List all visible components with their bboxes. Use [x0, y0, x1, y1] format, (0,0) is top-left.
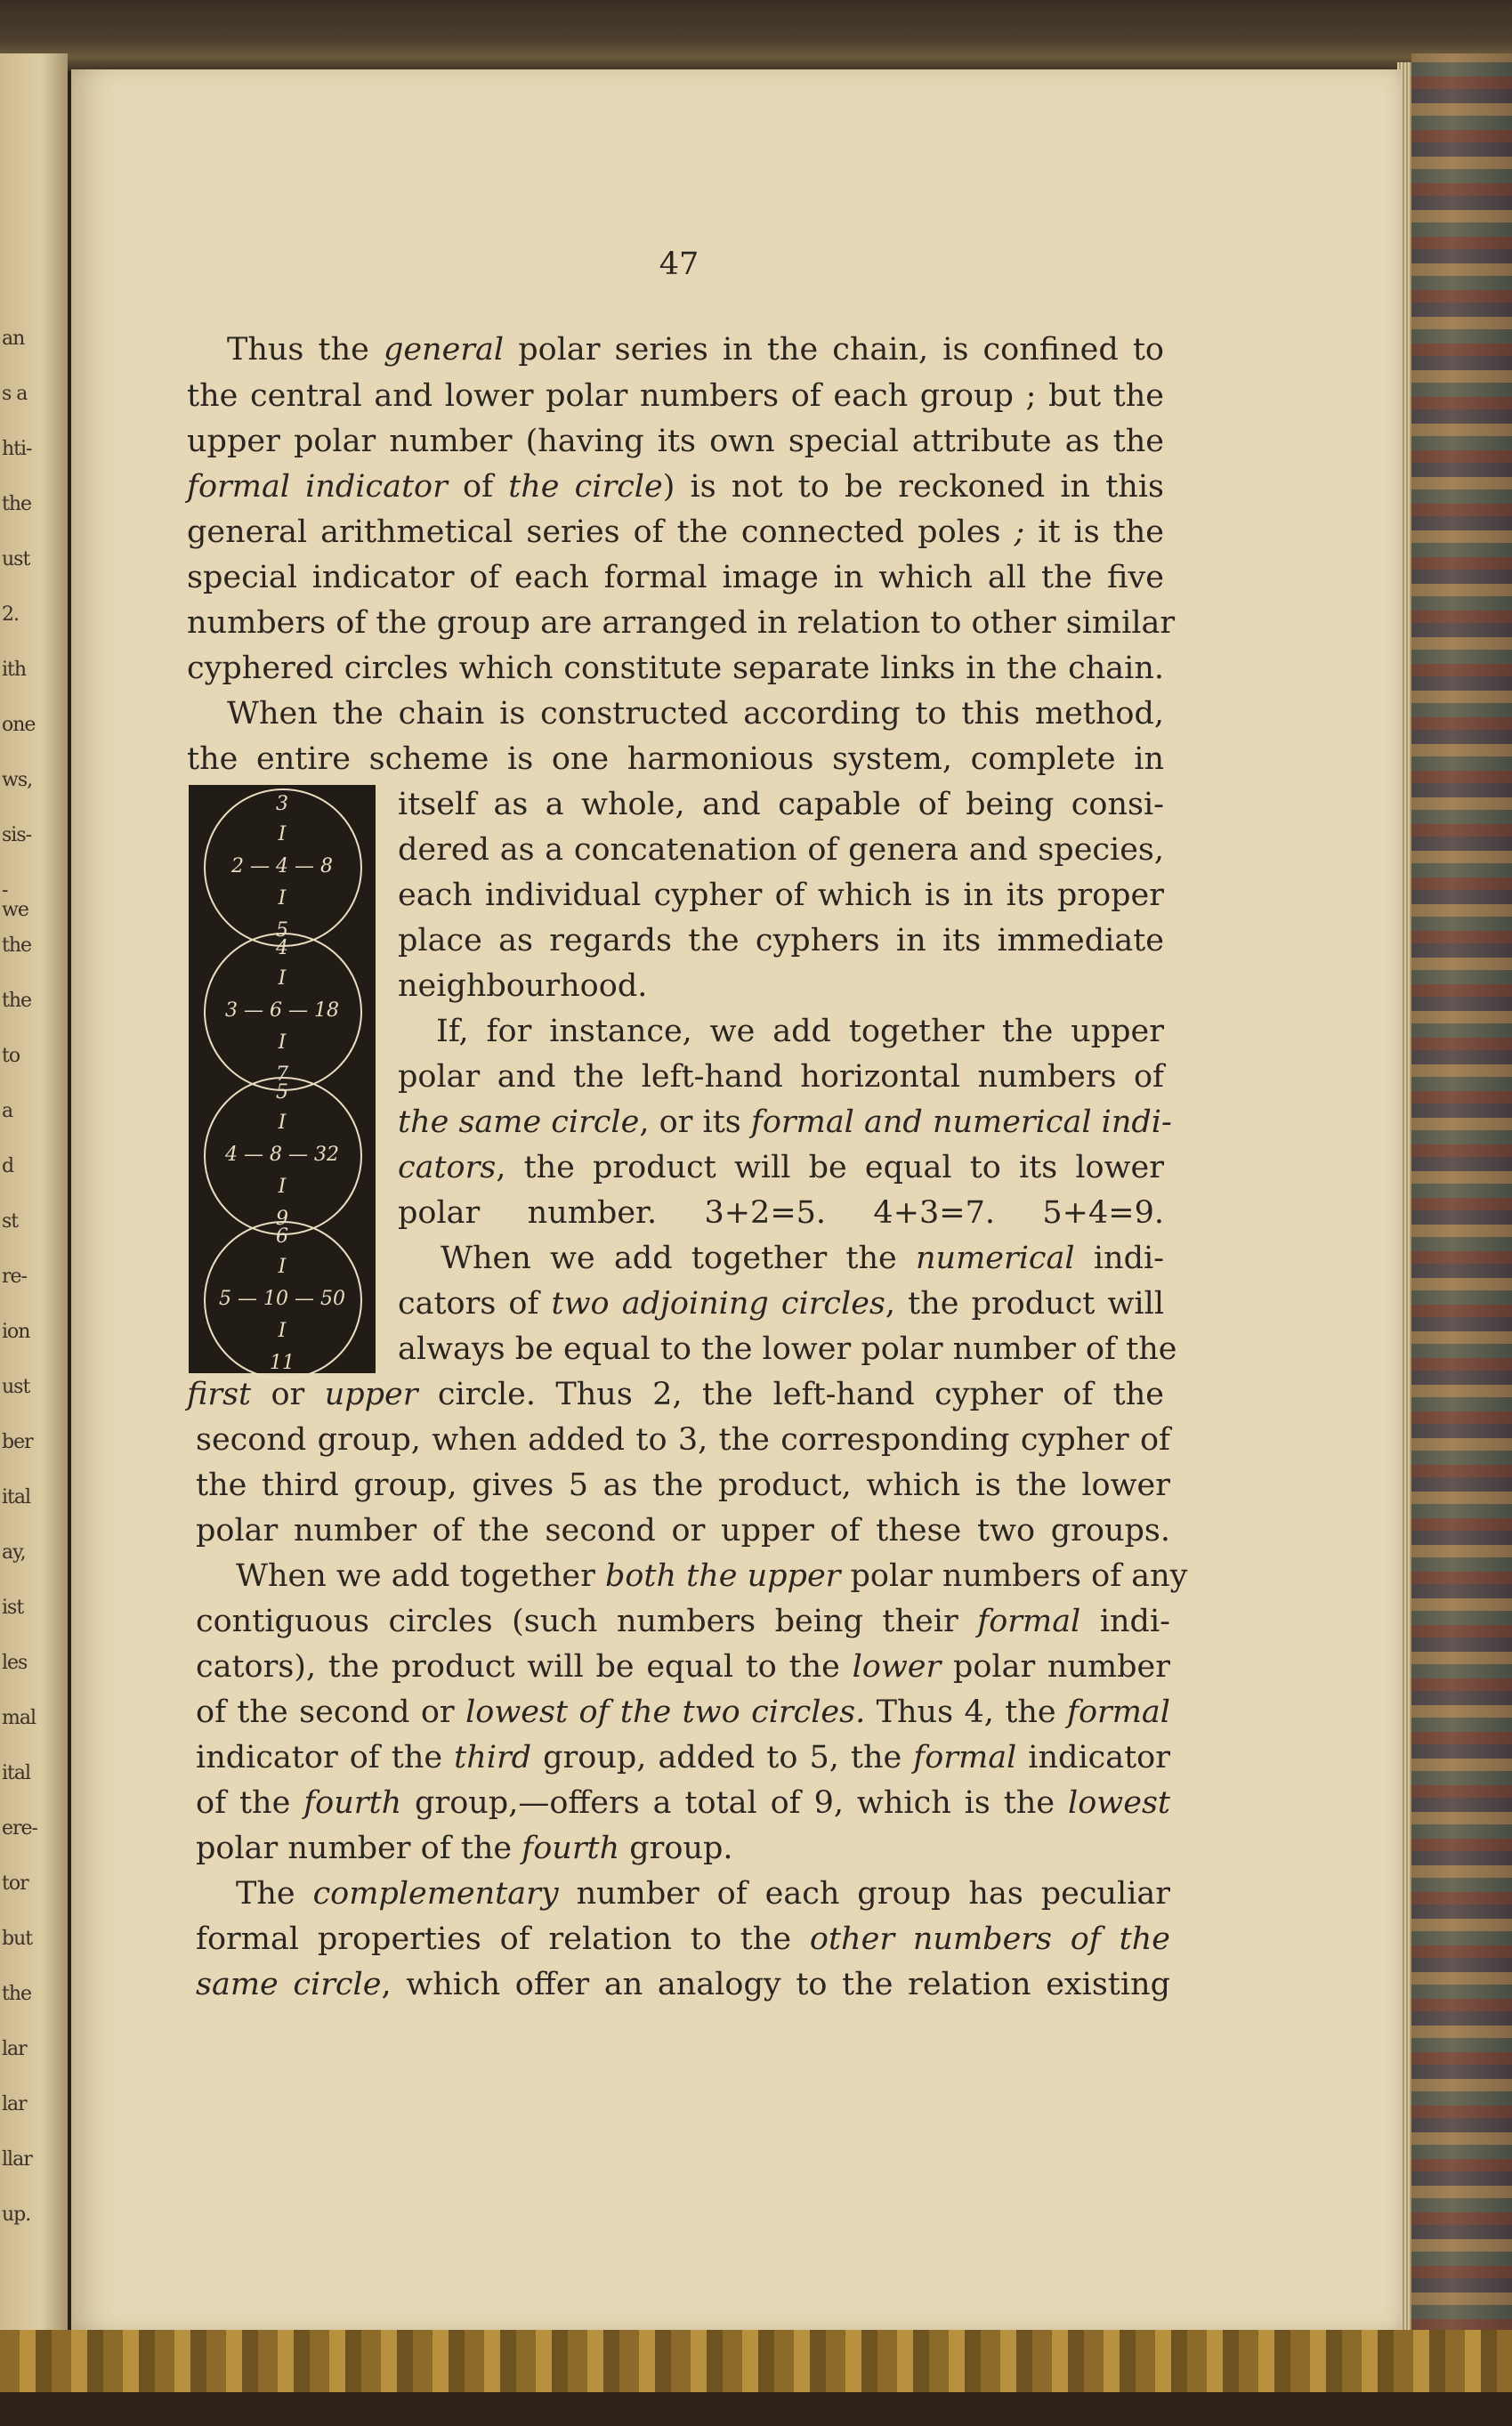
text-line: [187, 376, 1164, 416]
facing-page-fragment: ital: [2, 1486, 31, 1508]
circle-label-middle: 5 — 10 — 50: [219, 1288, 345, 1310]
facing-page-fragment: ust: [2, 1376, 30, 1398]
italic-text: first: [187, 1377, 252, 1412]
book-top-edge: [0, 0, 1512, 71]
text-run: cators of: [398, 1286, 552, 1322]
text-line: [196, 1693, 1170, 1732]
text-run: or: [251, 1377, 325, 1412]
text-run: always be equal to the lower polar number of the: [398, 1331, 1177, 1367]
italic-text: formal: [1066, 1694, 1170, 1730]
text-run: of the second or: [196, 1694, 466, 1730]
marbled-endpaper: [1411, 53, 1512, 2332]
italic-text: formal and numerical indi-: [750, 1104, 1172, 1140]
circle-label-bar2: I: [278, 1031, 287, 1054]
text-line: [441, 1239, 1164, 1278]
circle-label-bottom: 5: [276, 919, 288, 942]
text-run: indi-: [1080, 1604, 1170, 1639]
text-run: polar and the left-hand horizontal numbers of: [398, 1059, 1164, 1095]
italic-text: ;: [1014, 514, 1025, 550]
text-run: polar series in the chain, is confined to: [504, 332, 1164, 368]
text-run: cyphered circles which constitute separate links in the chain.: [187, 651, 1164, 686]
text-run: special indicator of each formal image in which all the five: [187, 560, 1164, 595]
italic-text: upper: [324, 1377, 418, 1412]
text-line: [398, 966, 700, 1006]
page-number: 47: [659, 247, 699, 282]
cyphered-circles-figure: [189, 785, 376, 1373]
italic-text: formal: [913, 1740, 1017, 1775]
text-run: it is the: [1024, 514, 1164, 550]
text-run: circle. Thus 2, the left-hand cypher of the: [417, 1377, 1165, 1412]
text-line: [196, 1511, 1170, 1550]
italic-text: complementary: [312, 1876, 559, 1912]
facing-page-fragment: ber: [2, 1431, 33, 1453]
text-line: [187, 513, 1164, 552]
text-run: polar number of the: [196, 1831, 522, 1866]
text-line: [236, 1557, 1188, 1596]
text-run: When we add together the: [441, 1241, 916, 1276]
italic-text: other numbers of the: [809, 1921, 1170, 1957]
text-line: [398, 830, 1164, 869]
facing-page-fragment: ere-: [2, 1817, 37, 1840]
text-run: If, for instance, we add together the upper: [436, 1014, 1164, 1049]
facing-page-fragment: les: [2, 1652, 28, 1674]
circle-label-top: 4: [276, 937, 288, 959]
text-run: number of each group has peculiar: [558, 1876, 1170, 1912]
text-line: [187, 603, 1176, 643]
italic-text: fourth: [522, 1831, 620, 1866]
italic-text: lowest: [1068, 1785, 1170, 1821]
text-line: [436, 1012, 1164, 1051]
text-run: Thus the: [227, 332, 384, 368]
facing-page-fragment: the: [2, 934, 32, 957]
italic-text: both the upper: [604, 1558, 841, 1594]
text-line: [398, 1103, 1172, 1142]
circle-label-bottom: 7: [276, 1063, 288, 1086]
facing-page-fragment: hti-: [2, 438, 32, 460]
text-run: indi-: [1074, 1241, 1164, 1276]
text-line: [187, 467, 1164, 506]
facing-page-fragment: mal: [2, 1707, 36, 1729]
circle-label-bottom: 11: [270, 1352, 295, 1374]
circle-label-middle: 3 — 6 — 18: [225, 999, 339, 1022]
text-line: [196, 1647, 1170, 1686]
text-run: general arithmetical series of the connected poles: [187, 514, 1015, 550]
facing-page-fragment: d: [2, 1155, 14, 1177]
text-line: [196, 1920, 1170, 1959]
italic-text: the same circle: [398, 1104, 640, 1140]
facing-page-fragment: ist: [2, 1597, 24, 1619]
text-run: , the product will be equal to its lower: [496, 1150, 1164, 1185]
italic-text: general: [383, 332, 505, 368]
text-line: [196, 1466, 1170, 1505]
text-run: dered as a concatenation of genera and species,: [398, 832, 1164, 868]
circle-label-bar1: I: [278, 967, 287, 990]
book-bottom-edge: [0, 2330, 1512, 2426]
facing-page-fragment: ion: [2, 1321, 30, 1343]
text-run: the central and lower polar numbers of each group ; but the: [187, 378, 1164, 414]
text-run: second group, when added to 3, the corresponding cypher of: [196, 1422, 1170, 1458]
text-line: [187, 649, 1164, 688]
text-line: [398, 1148, 1164, 1187]
facing-page-fragment: ith: [2, 659, 27, 681]
facing-page-fragment: lar: [2, 2038, 27, 2060]
text-line: [398, 1330, 1177, 1369]
facing-page-fragment: up.: [2, 2204, 31, 2226]
italic-text: two adjoining circles: [551, 1286, 885, 1322]
text-line: [398, 876, 1164, 915]
text-run: group.: [619, 1831, 733, 1866]
italic-text: numerical: [916, 1241, 1075, 1276]
circle-label-bar2: I: [278, 1320, 287, 1342]
facing-page-fragment: 2.: [2, 603, 19, 626]
text-run: indicator of the: [196, 1740, 455, 1775]
text-run: of: [447, 469, 509, 505]
italic-text: fourth: [303, 1785, 402, 1821]
facing-page-fragment: sis-: [2, 824, 32, 846]
facing-page-fragment: tor: [2, 1872, 28, 1895]
text-run: polar number. 3+2=5. 4+3=7. 5+4=9.: [398, 1195, 1164, 1231]
text-run: place as regards the cyphers in its immediate: [398, 923, 1164, 958]
italic-text: lower: [852, 1649, 942, 1685]
facing-page-fragment: lar: [2, 2093, 27, 2115]
text-line: [196, 1829, 792, 1868]
facing-page-fragment: ay,: [2, 1541, 26, 1564]
italic-text: lowest of the two circles.: [465, 1694, 866, 1730]
facing-page-fragment: the: [2, 1983, 32, 2005]
text-line: [398, 921, 1164, 960]
circle-label-top: 6: [276, 1225, 288, 1248]
circle-label-middle: 2 — 4 — 8: [231, 855, 333, 877]
text-run: itself as a whole, and capable of being consi-: [398, 787, 1164, 822]
text-run: contiguous circles (such numbers being their: [196, 1604, 978, 1639]
facing-page-fragment: the: [2, 493, 32, 515]
facing-page-fragment: one: [2, 714, 36, 736]
text-run: polar numbers of any: [840, 1558, 1188, 1594]
text-run: polar number: [941, 1649, 1170, 1685]
facing-page-fragment: s a: [2, 383, 28, 405]
circle-label-bar1: I: [278, 1256, 287, 1278]
text-run: The: [236, 1876, 313, 1912]
facing-page-edge: [0, 53, 68, 2332]
text-line: [196, 1738, 1170, 1777]
text-run: , which offer an analogy to the relation existing: [381, 1967, 1171, 2002]
facing-page-fragment: ital: [2, 1762, 31, 1784]
text-run: When the chain is constructed according to this method,: [227, 696, 1164, 732]
facing-page-fragment: st: [2, 1210, 19, 1233]
circle-label-bar2: I: [278, 887, 287, 910]
text-run: formal properties of relation to the: [196, 1921, 810, 1957]
text-line: [187, 740, 1164, 779]
text-line: [187, 422, 1164, 461]
text-line: [236, 1874, 1170, 1913]
text-line: [196, 1965, 1170, 2004]
text-line: [398, 1057, 1164, 1096]
circle-label-bar1: I: [278, 823, 287, 845]
text-run: the entire scheme is one harmonious system, complete in: [187, 741, 1164, 777]
text-run: neighbourhood.: [398, 968, 648, 1004]
italic-text: formal indicator: [187, 469, 448, 505]
text-run: upper polar number (having its own special attribute as the: [187, 424, 1164, 459]
facing-page-fragment: -we: [2, 879, 28, 921]
text-run: of the: [196, 1785, 304, 1821]
circle-label-bar2: I: [278, 1176, 287, 1198]
facing-page-fragment: ws,: [2, 769, 33, 791]
text-run: the third group, gives 5 as the product, which is the lower: [196, 1468, 1170, 1503]
text-run: , or its: [639, 1104, 751, 1140]
facing-page-fragment: the: [2, 990, 32, 1012]
circle-label-bottom: 9: [276, 1208, 288, 1230]
text-line: [227, 694, 1164, 733]
italic-text: third: [454, 1740, 532, 1775]
facing-page-fragment: llar: [2, 2148, 32, 2171]
text-run: indicator: [1016, 1740, 1170, 1775]
text-line: [196, 1602, 1170, 1641]
text-line: [227, 330, 1164, 369]
text-line: [398, 1193, 1164, 1233]
circle-label-top: 3: [276, 793, 288, 815]
text-run: ) is not to be reckoned in this: [662, 469, 1165, 505]
facing-page-fragment: an: [2, 328, 25, 350]
facing-page-fragment: ust: [2, 548, 30, 570]
facing-page-fragment: but: [2, 1928, 33, 1950]
circle-label-middle: 4 — 8 — 32: [225, 1144, 339, 1166]
text-line: [398, 785, 1164, 824]
italic-text: formal: [977, 1604, 1081, 1639]
text-run: each individual cypher of which is in its proper: [398, 877, 1164, 913]
italic-text: same circle: [196, 1967, 382, 2002]
facing-page-fragment: re-: [2, 1266, 27, 1288]
italic-text: the circle: [508, 469, 663, 505]
text-line: [398, 1284, 1164, 1323]
facing-page-fragment: a: [2, 1100, 13, 1122]
text-line: [196, 1783, 1170, 1823]
text-run: Thus 4, the: [865, 1694, 1067, 1730]
text-run: group,—offers a total of 9, which is the: [401, 1785, 1069, 1821]
text-run: cators), the product will be equal to the: [196, 1649, 853, 1685]
text-line: [196, 1420, 1170, 1460]
text-run: , the product will: [885, 1286, 1165, 1322]
text-run: When we add together: [236, 1558, 605, 1594]
text-run: numbers of the group are arranged in relation to other similar: [187, 605, 1176, 641]
text-line: [187, 558, 1164, 597]
facing-page-fragment: to: [2, 1045, 20, 1067]
italic-text: cators: [398, 1150, 497, 1185]
circle-label-bar1: I: [278, 1112, 287, 1134]
text-line: [187, 1375, 1164, 1414]
text-run: group, added to 5, the: [531, 1740, 914, 1775]
circle-label-top: 5: [276, 1081, 288, 1104]
text-run: polar number of the second or upper of these two groups.: [196, 1513, 1170, 1549]
